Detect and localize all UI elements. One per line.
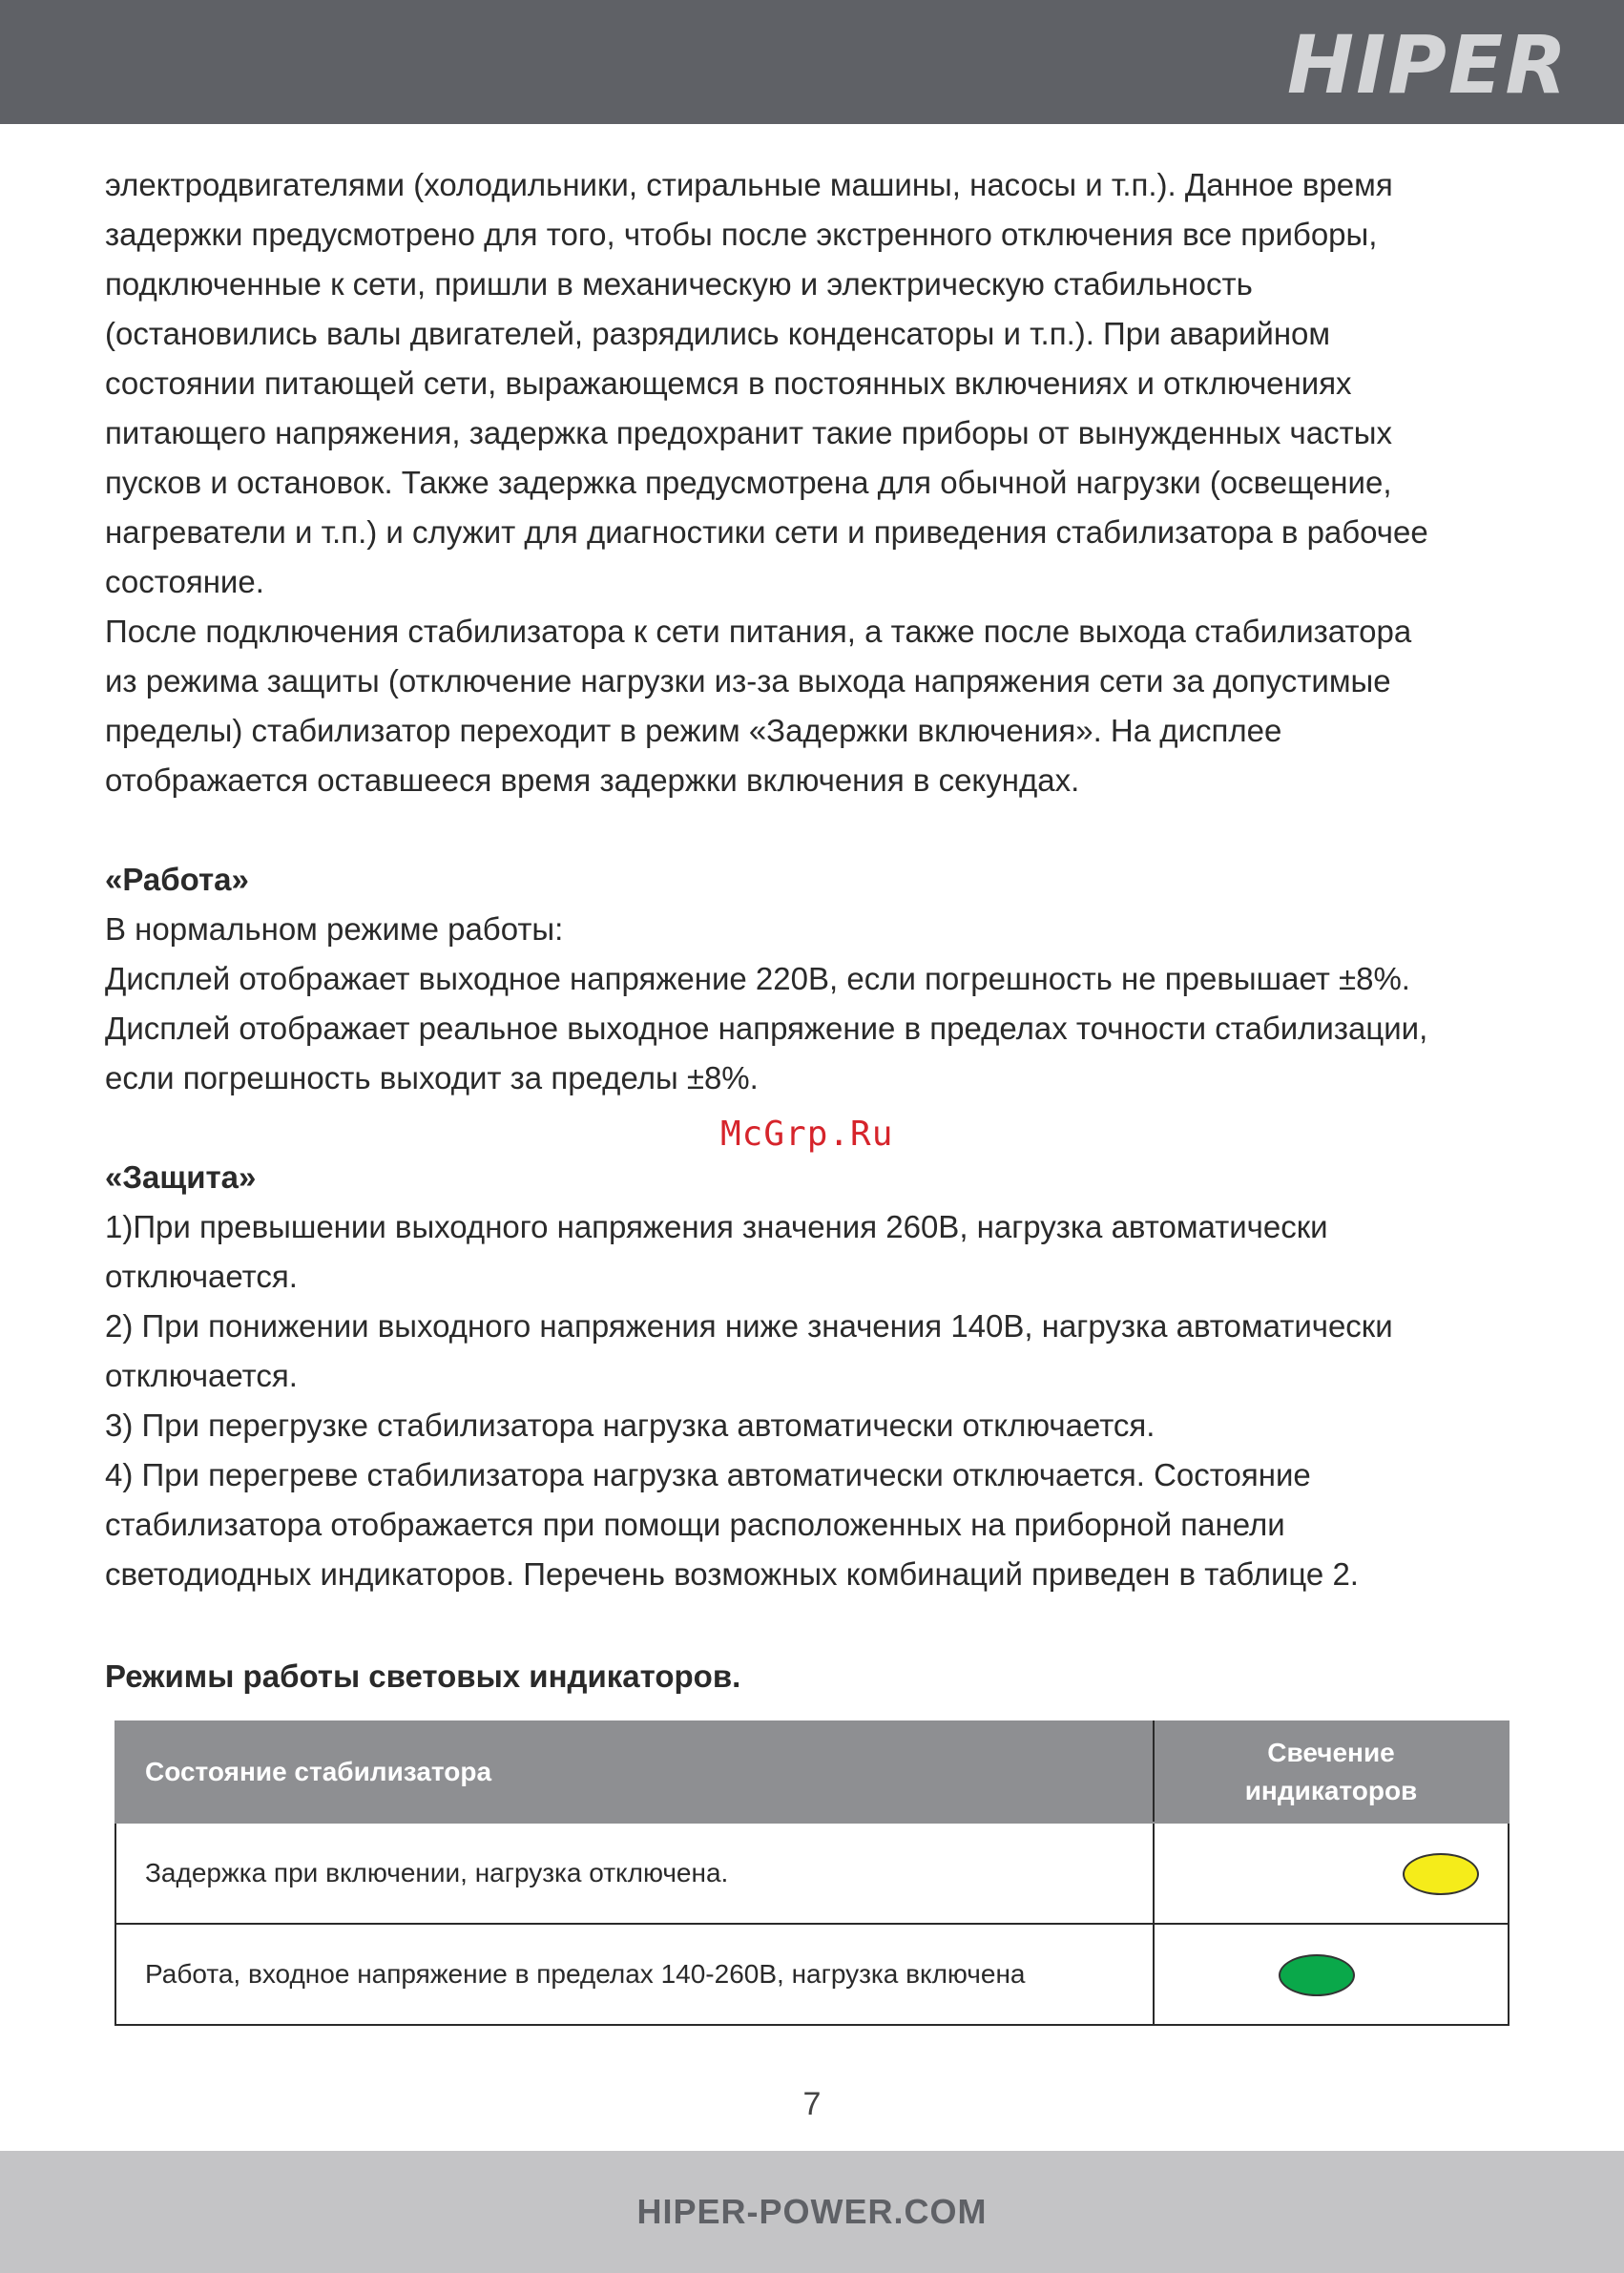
text-line: отображается оставшееся время задержки включения в секундах. bbox=[105, 762, 1080, 798]
section-heading-work: «Работа» bbox=[105, 862, 249, 897]
state-cell: Работа, входное напряжение в пределах 140-260В, нагрузка включена bbox=[115, 1924, 1154, 2025]
page-footer bbox=[0, 2151, 1624, 2273]
text-line: 1)При превышении выходного напряжения значения 260В, нагрузка автоматически bbox=[105, 1209, 1328, 1244]
text-line: (остановились валы двигателей, разрядились конденсаторы и т.п.). При аварийном bbox=[105, 316, 1331, 351]
indicator-cell bbox=[1154, 1924, 1509, 2025]
text-line: Дисплей отображает реальное выходное напряжение в пределах точности стабилизации, bbox=[105, 1011, 1428, 1046]
state-cell: Задержка при включении, нагрузка отключена. bbox=[115, 1823, 1154, 1924]
text-line: если погрешность выходит за пределы ±8%. bbox=[105, 1060, 759, 1095]
text-line: из режима защиты (отключение нагрузки из-за выхода напряжения сети за допустимые bbox=[105, 663, 1391, 699]
green-led-icon bbox=[1279, 1954, 1355, 1996]
footer-website: HIPER-POWER.COM bbox=[636, 2192, 988, 2231]
watermark: McGrp.Ru bbox=[720, 1115, 894, 1154]
work-paragraph bbox=[105, 905, 1536, 1103]
section-heading-protection: «Защита» bbox=[105, 1159, 257, 1195]
protection-paragraph bbox=[105, 1202, 1536, 1599]
table-row bbox=[115, 1823, 1509, 1924]
column-header-line: Свечение bbox=[1267, 1738, 1395, 1767]
text-line: электродвигателями (холодильники, стиральные машины, насосы и т.п.). Данное время bbox=[105, 167, 1393, 202]
text-line: пределы) стабилизатор переходит в режим «Задержки включения». На дисплее bbox=[105, 713, 1282, 748]
text-line: отключается. bbox=[105, 1259, 298, 1294]
text-line: отключается. bbox=[105, 1358, 298, 1393]
table-row bbox=[115, 1924, 1509, 2025]
text-line: подключенные к сети, пришли в механическую и электрическую стабильность bbox=[105, 266, 1253, 302]
hiper-logo: HIPER bbox=[1286, 18, 1569, 112]
text-line: нагреватели и т.п.) и служит для диагностики сети и приведения стабилизатора в рабочее bbox=[105, 514, 1428, 550]
text-line: состояние. bbox=[105, 564, 264, 599]
column-header-line: индикаторов bbox=[1244, 1776, 1418, 1805]
page-header bbox=[0, 0, 1624, 124]
table-title: Режимы работы световых индикаторов. bbox=[105, 1658, 741, 1694]
page-content bbox=[105, 160, 1536, 1599]
text-line: 3) При перегрузке стабилизатора нагрузка автоматически отключается. bbox=[105, 1408, 1156, 1443]
text-line: Дисплей отображает выходное напряжение 220В, если погрешность не превышает ±8%. bbox=[105, 961, 1410, 996]
column-header-indicators bbox=[1154, 1721, 1509, 1823]
text-line: задержки предусмотрено для того, чтобы после экстренного отключения все приборы, bbox=[105, 217, 1378, 252]
text-line: пусков и остановок. Также задержка предусмотрена для обычной нагрузки (освещение, bbox=[105, 465, 1392, 500]
indicator-cell bbox=[1154, 1823, 1509, 1924]
text-line: 4) При перегреве стабилизатора нагрузка автоматически отключается. Состояние bbox=[105, 1457, 1311, 1492]
text-line: После подключения стабилизатора к сети питания, а также после выхода стабилизатора bbox=[105, 614, 1412, 649]
intro-paragraph bbox=[105, 160, 1536, 805]
table-header-row bbox=[115, 1721, 1509, 1823]
text-line: В нормальном режиме работы: bbox=[105, 911, 564, 947]
text-line: 2) При понижении выходного напряжения ниже значения 140В, нагрузка автоматически bbox=[105, 1308, 1393, 1344]
indicator-modes-table bbox=[115, 1720, 1509, 2026]
yellow-led-icon bbox=[1403, 1853, 1479, 1895]
text-line: состоянии питающей сети, выражающемся в постоянных включениях и отключениях bbox=[105, 365, 1352, 401]
spacer bbox=[105, 805, 1536, 855]
text-line: светодиодных индикаторов. Перечень возможных комбинаций приведен в таблице 2. bbox=[105, 1556, 1359, 1592]
page-number: 7 bbox=[802, 2086, 822, 2122]
column-header-state: Состояние стабилизатора bbox=[115, 1721, 1154, 1823]
text-line: питающего напряжения, задержка предохранит такие приборы от вынужденных частых bbox=[105, 415, 1392, 450]
text-line: стабилизатора отображается при помощи расположенных на приборной панели bbox=[105, 1507, 1285, 1542]
